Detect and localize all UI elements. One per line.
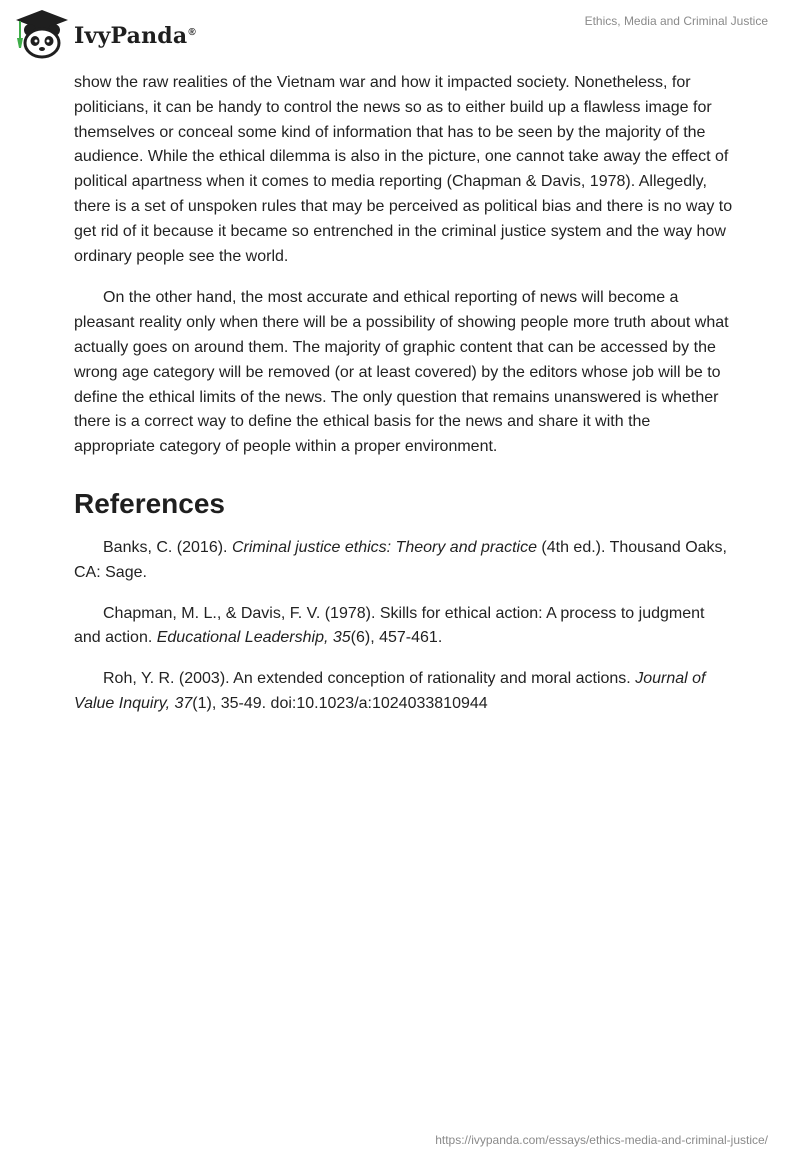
reference-text: (4th ed.). Thousand Oaks, CA: Sage. [74,538,727,581]
reference-text: (6), 457-461. [350,629,443,647]
essay-content [74,71,734,733]
body-paragraph: show the raw realities of the Vietnam war and how it impacted society. Nonetheless, for politicians, it can be handy to control the news so as to either build up a flawless image for themselves or conceal some kind of information that has to be seen by the majority of the audience. While the ethical dilemma is also in the picture, one cannot take away the effect of political apartness when it comes to media reporting (Chapman & Davis, 1978). Allegedly, there is a set of unspoken rules that may be perceived as political bias and there is no way to get rid of it because it became so entrenched in the criminal justice system and the way how ordinary people see the world. [74,74,733,265]
references-heading: References [74,487,225,519]
reference-text: Roh, Y. R. (2003). An extended conception of rationality and moral actions. [103,670,636,688]
panda-graduation-cap-icon [14,8,70,60]
reference-text: Banks, C. (2016). [103,538,232,556]
brand-name: IvyPanda® [74,23,196,49]
body-paragraph: On the other hand, the most accurate and ethical reporting of news will become a pleasant reality only when there will be a possibility of showing people more truth about what actually goes on around them. The majority of graphic content that can be accessed by the wrong age category will be removed (or at least covered) by the editors whose job will be to define the ethical limits of the news. The only question that remains unanswered is whether there is a correct way to define the ethical basis for the news and share it with the appropriate category of people within a proper environment. [74,289,729,456]
footer-url-link[interactable]: https://ivypanda.com/essays/ethics-media-and-criminal-justice/ [435,1133,768,1147]
reference-text: Chapman, M. L., & Davis, F. V. (1978). Skills for ethical action: A process to judgment and action. [74,604,705,647]
reference-title: Journal of Value Inquiry, 37 [74,670,706,712]
reference-item [74,536,734,586]
reference-item [74,602,734,652]
reference-title: Educational Leadership, 35 [156,629,351,647]
registered-mark: ® [188,26,196,38]
reference-title: Criminal justice ethics: Theory and practice [231,538,537,556]
reference-item [74,667,734,717]
document-title: Ethics, Media and Criminal Justice [584,14,768,28]
page-header [0,0,800,70]
reference-text: (1), 35-49. doi:10.1023/a:1024033810944 [192,694,488,712]
ivypanda-logo[interactable] [14,8,196,60]
